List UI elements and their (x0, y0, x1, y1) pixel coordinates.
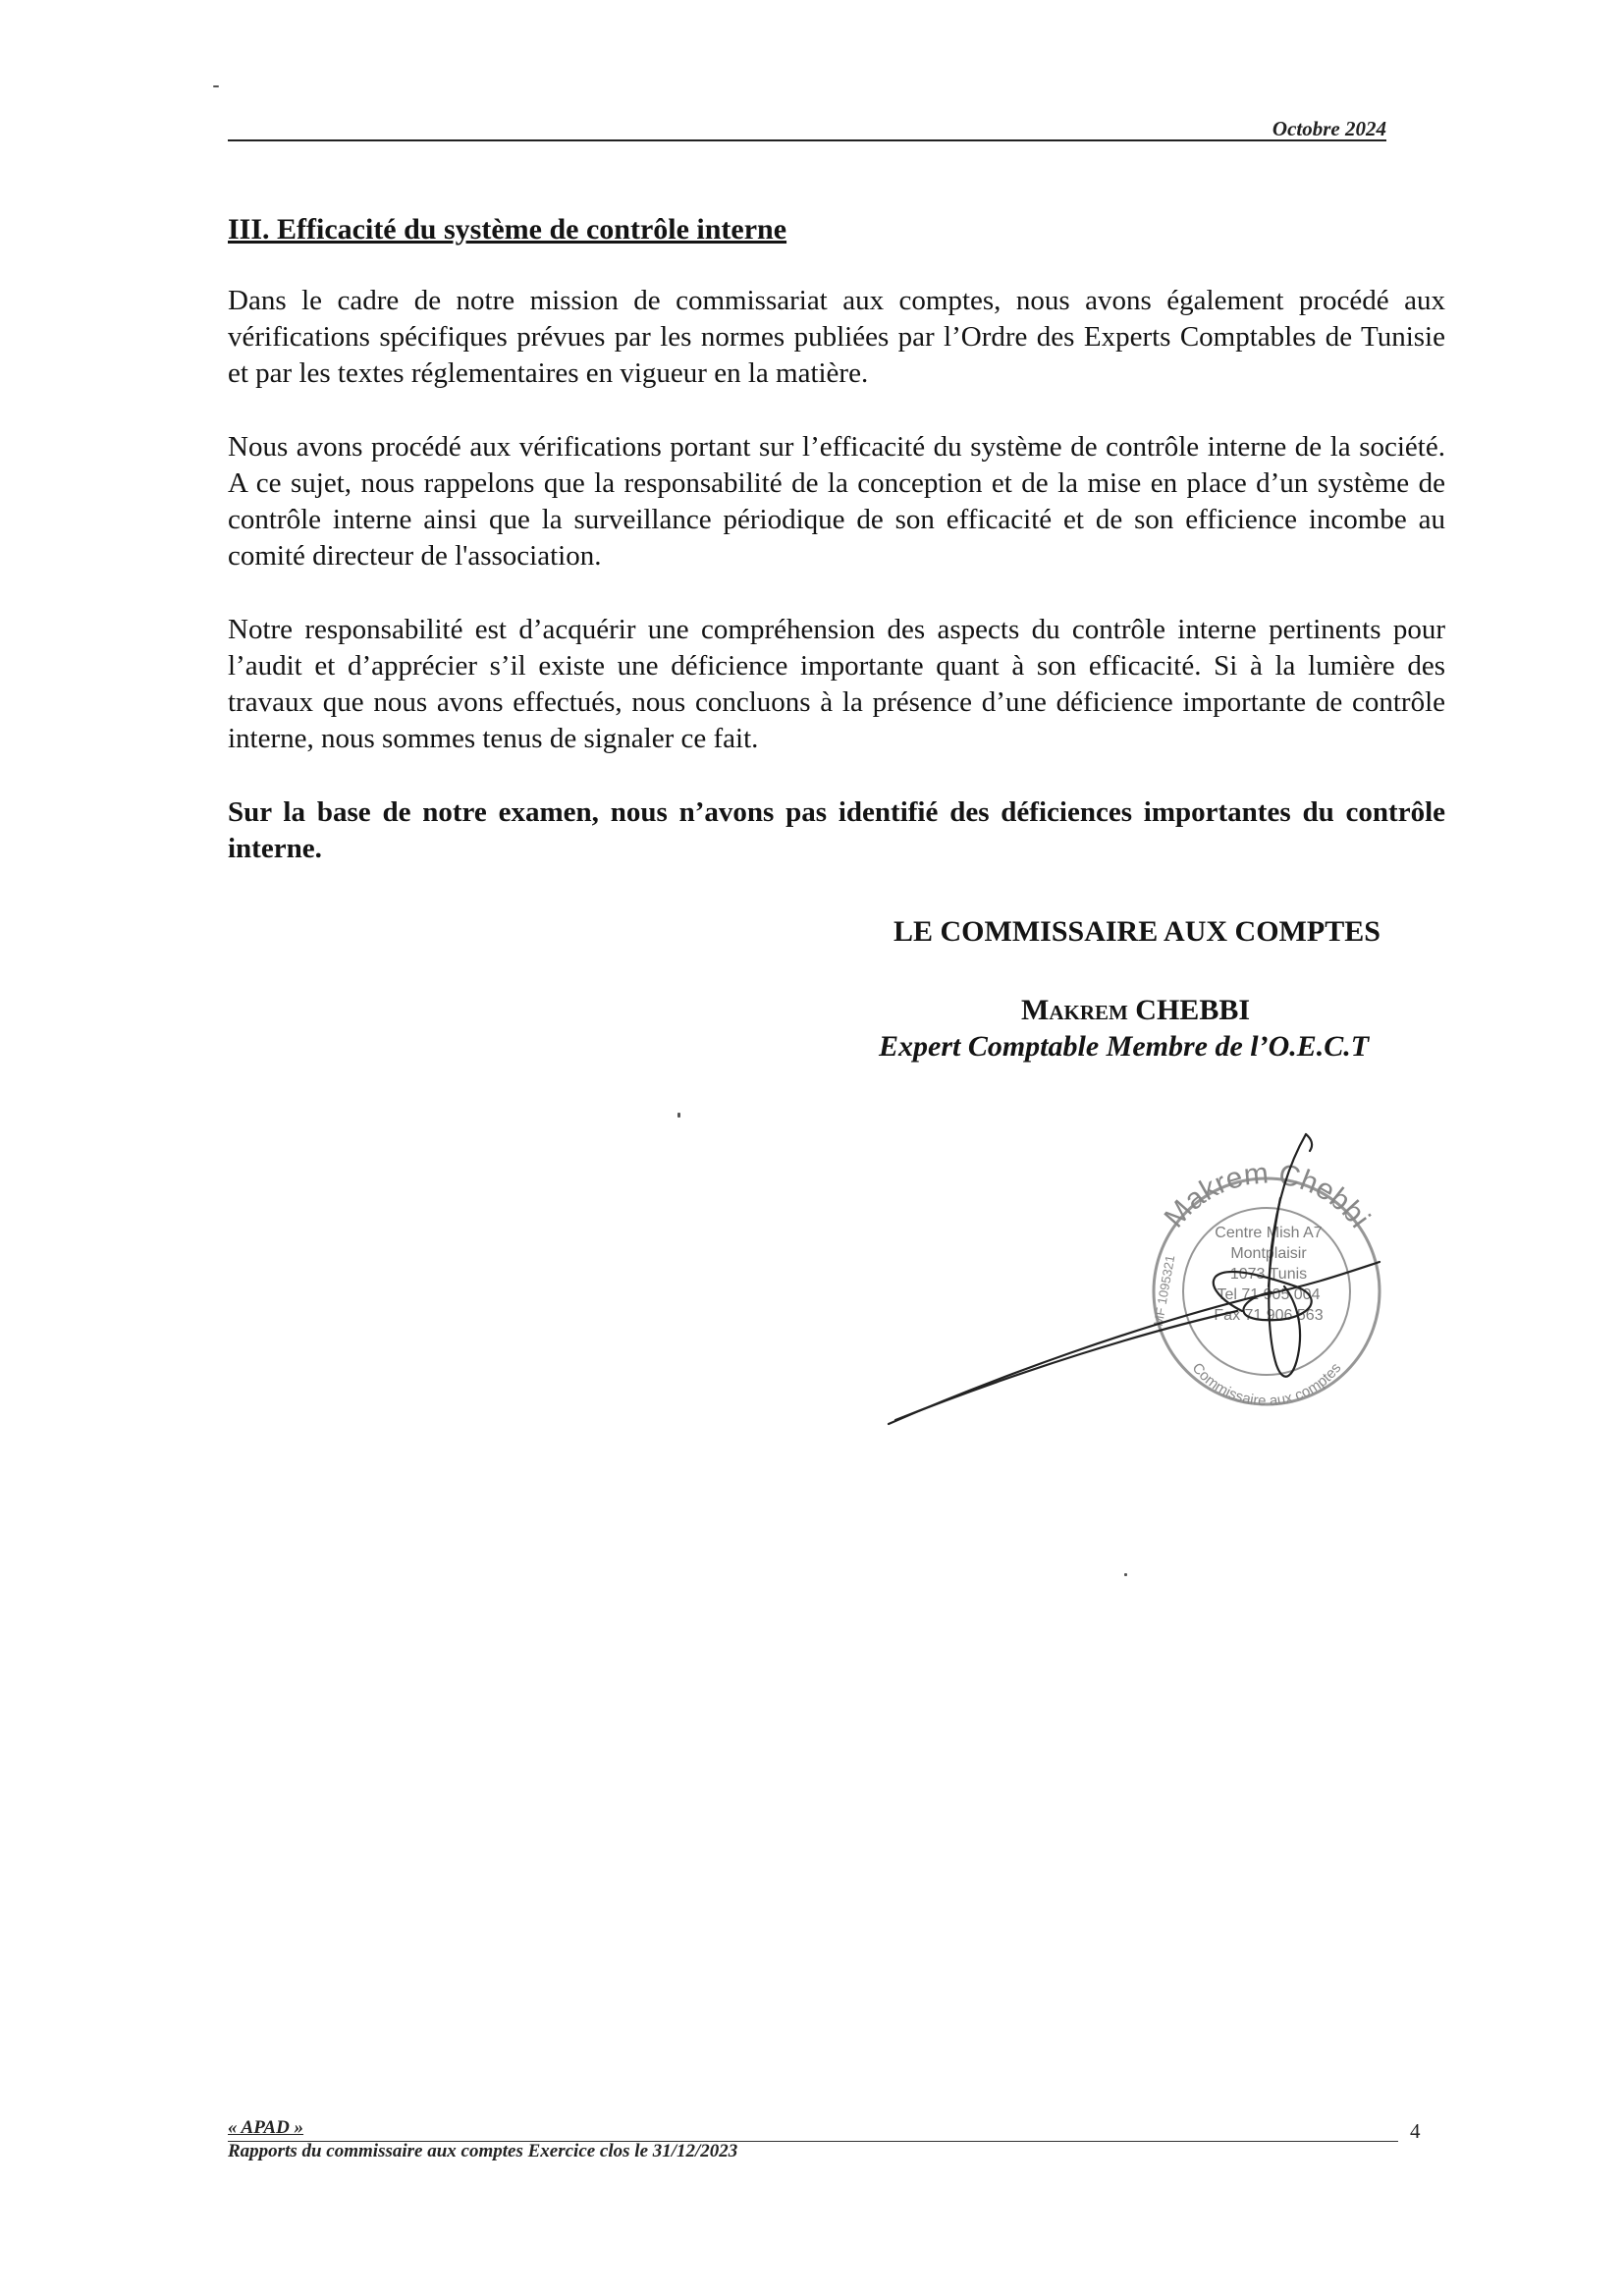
stamp-and-signature (884, 1129, 1394, 1444)
signatory-role: Expert Comptable Membre de l’O.E.C.T (879, 1030, 1370, 1063)
stamp-line: 1073 Tunis (1229, 1266, 1308, 1283)
scan-speck (213, 85, 219, 87)
paragraph-conclusion: Sur la base de notre examen, nous n’avons pas identifié des déficiences importantes du contrôle interne. (228, 796, 1445, 864)
paragraph-responsibility-management: Nous avons procédé aux vérifications portant sur l’efficacité du système de contrôle interne de la société. A ce sujet, nous rappelons que la responsabilité de la conception et de la mise en place d’un système de contrôle interne ainsi que la surveillance périodique de son efficacité et de son efficience incombe au comité directeur de l'association. (228, 431, 1445, 572)
footer (228, 2116, 737, 2163)
stamp-ring-text: Makrem Chebbi (1158, 1157, 1377, 1234)
scan-speck (677, 1113, 680, 1118)
report-body (228, 211, 1445, 904)
stamp-line: Fax 71 906 563 (1214, 1307, 1324, 1324)
company-stamp (1151, 1157, 1380, 1409)
stamp-line: Montplaisir (1230, 1245, 1307, 1262)
stamp-line: Centre Mish A7 (1215, 1225, 1323, 1241)
stamp-line: Tel 71 905 004 (1217, 1286, 1321, 1303)
stamp-side-text: MF 1095321 (1150, 1253, 1178, 1328)
section-title: III. Efficacité du système de contrôle interne (228, 213, 787, 246)
footer-rule (228, 2141, 1398, 2142)
signatory-title: LE COMMISSAIRE AUX COMPTES (893, 915, 1380, 948)
page-number: 4 (1410, 2119, 1421, 2143)
paragraph-auditor-responsibility: Notre responsabilité est d’acquérir une compréhension des aspects du contrôle interne pertinents pour l’audit et d’apprécier s’il existe une déficience importante quant à son efficacité. Si à la lumière des travaux que nous avons effectués, nous concluons à la présence d’une déficience importante de contrôle interne, nous sommes tenus de signaler ce fait. (228, 614, 1445, 754)
scan-speck (1124, 1573, 1127, 1576)
signatory-name: Makrem CHEBBI (1021, 994, 1251, 1026)
footer-report-title: Rapports du commissaire aux comptes Exercice clos le 31/12/2023 (228, 2141, 738, 2161)
header-date: Octobre 2024 (1272, 117, 1386, 140)
paragraph-scope: Dans le cadre de notre mission de commissariat aux comptes, nous avons également procédé aux vérifications spécifiques prévues par les normes publiées par l’Ordre des Experts Comptables de Tunisie et par les textes réglementaires en vigueur en la matière. (228, 285, 1445, 389)
header-rule (228, 139, 1386, 141)
stamp-bottom-text: Commissaire aux comptes (1188, 1359, 1345, 1410)
footer-organization: « APAD » (228, 2117, 304, 2138)
